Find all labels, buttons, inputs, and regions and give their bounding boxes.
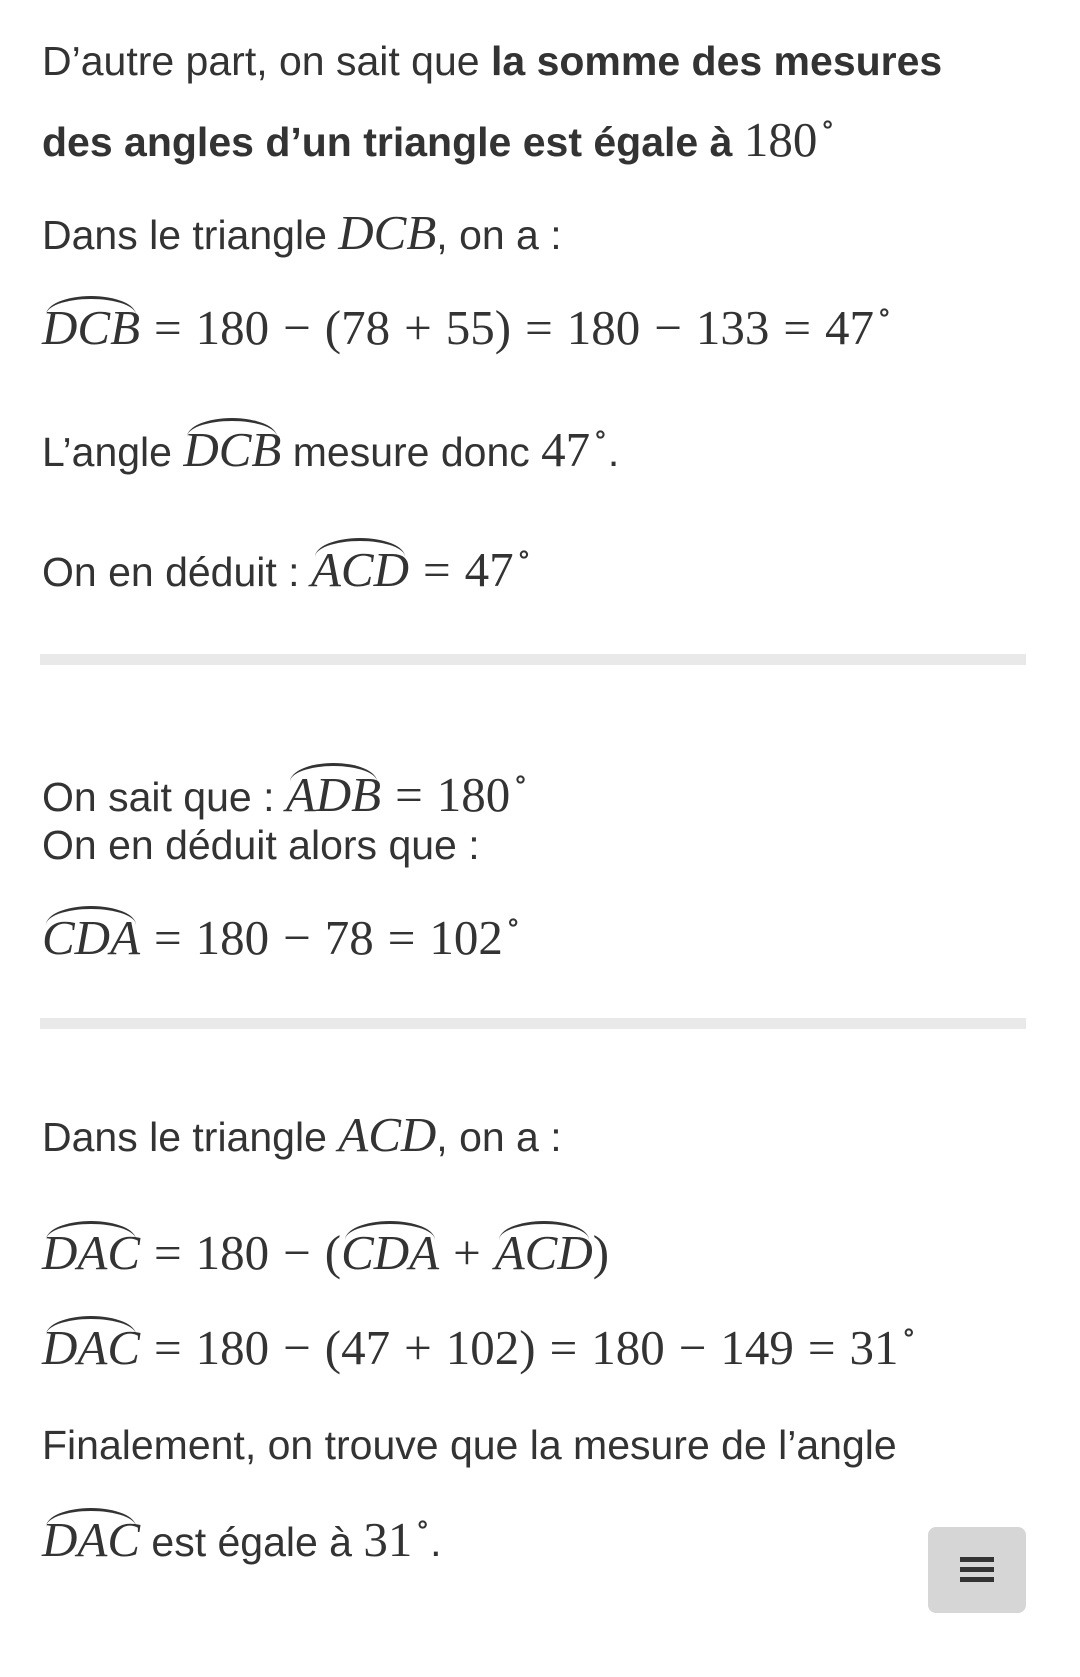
- triangle-dcb: DCB: [338, 205, 437, 260]
- dcb-value: 47 ∘: [541, 418, 608, 477]
- angle-dac: DAC: [42, 1225, 140, 1280]
- angle-acd-2: ACD: [494, 1225, 593, 1280]
- intro-bold-2: des angles d’un triangle est égale à: [42, 119, 733, 165]
- final-line-2: [42, 1500, 442, 1567]
- triangle-acd: ACD: [338, 1107, 437, 1162]
- adb-known: On sait que : ADB = 180 ∘: [42, 763, 528, 822]
- angle-dac-2: DAC: [42, 1320, 140, 1375]
- dac-equation-2: DAC = 180 − (47 + 102) = 180 − 149 = 31 ∘: [42, 1316, 917, 1375]
- angle-dcb-inline: DCB: [183, 422, 282, 477]
- intro-180: 180 ∘: [743, 108, 836, 167]
- dcb-conclusion: [42, 410, 619, 477]
- cda-equation: CDA = 180 − 78 = 102 ∘: [42, 906, 521, 965]
- final-mid: est égale à: [140, 1519, 364, 1565]
- dac-equation-1: DAC = 180 − (CDA + ACD): [42, 1225, 610, 1280]
- dcb-equation: DCB = 180 − (78 + 55) = 180 − 133 = 47 ∘: [42, 296, 892, 355]
- acd-deduce-text: On en déduit :: [42, 549, 311, 595]
- acd-triangle-text: Dans le triangle: [42, 1114, 339, 1160]
- adb-value: 180 ∘: [436, 763, 528, 822]
- dcb-intro-text: Dans le triangle: [42, 212, 339, 258]
- adb-text: On sait que :: [42, 774, 286, 820]
- angle-acd: ACD: [310, 542, 409, 597]
- intro-line-2: [42, 100, 835, 167]
- deduce-text: On en déduit alors que :: [42, 822, 480, 868]
- intro-line-1: [42, 36, 942, 86]
- final-text: Finalement, on trouve que la mesure de l’angle: [42, 1422, 897, 1468]
- acd-value: 47 ∘: [464, 538, 532, 597]
- dcb-intro: [42, 205, 562, 260]
- dcb-conclusion-mid: mesure donc: [281, 429, 542, 475]
- acd-triangle-intro: [42, 1107, 562, 1162]
- section-divider-1: [40, 654, 1026, 665]
- angle-dcb: DCB: [42, 300, 140, 355]
- menu-button[interactable]: [928, 1527, 1026, 1613]
- section-divider-2: [40, 1018, 1026, 1029]
- dcb-conclusion-text: L’angle: [42, 429, 184, 475]
- final-value: 31 ∘: [363, 1508, 431, 1567]
- dcb-intro-tail: , on a :: [436, 212, 562, 258]
- angle-cda-2: CDA: [341, 1225, 440, 1280]
- intro-text: D’autre part, on sait que: [42, 38, 491, 84]
- acd-deduce: On en déduit : ACD = 47 ∘: [42, 538, 532, 597]
- hamburger-menu-icon: [960, 1557, 994, 1583]
- intro-bold-1: la somme des mesures: [490, 38, 943, 84]
- final-period: .: [430, 1519, 442, 1565]
- period: .: [607, 429, 620, 475]
- angle-dac-final: DAC: [42, 1512, 140, 1567]
- angle-adb: ADB: [285, 767, 382, 822]
- angle-cda: CDA: [42, 910, 140, 965]
- acd-triangle-tail: , on a :: [436, 1114, 562, 1160]
